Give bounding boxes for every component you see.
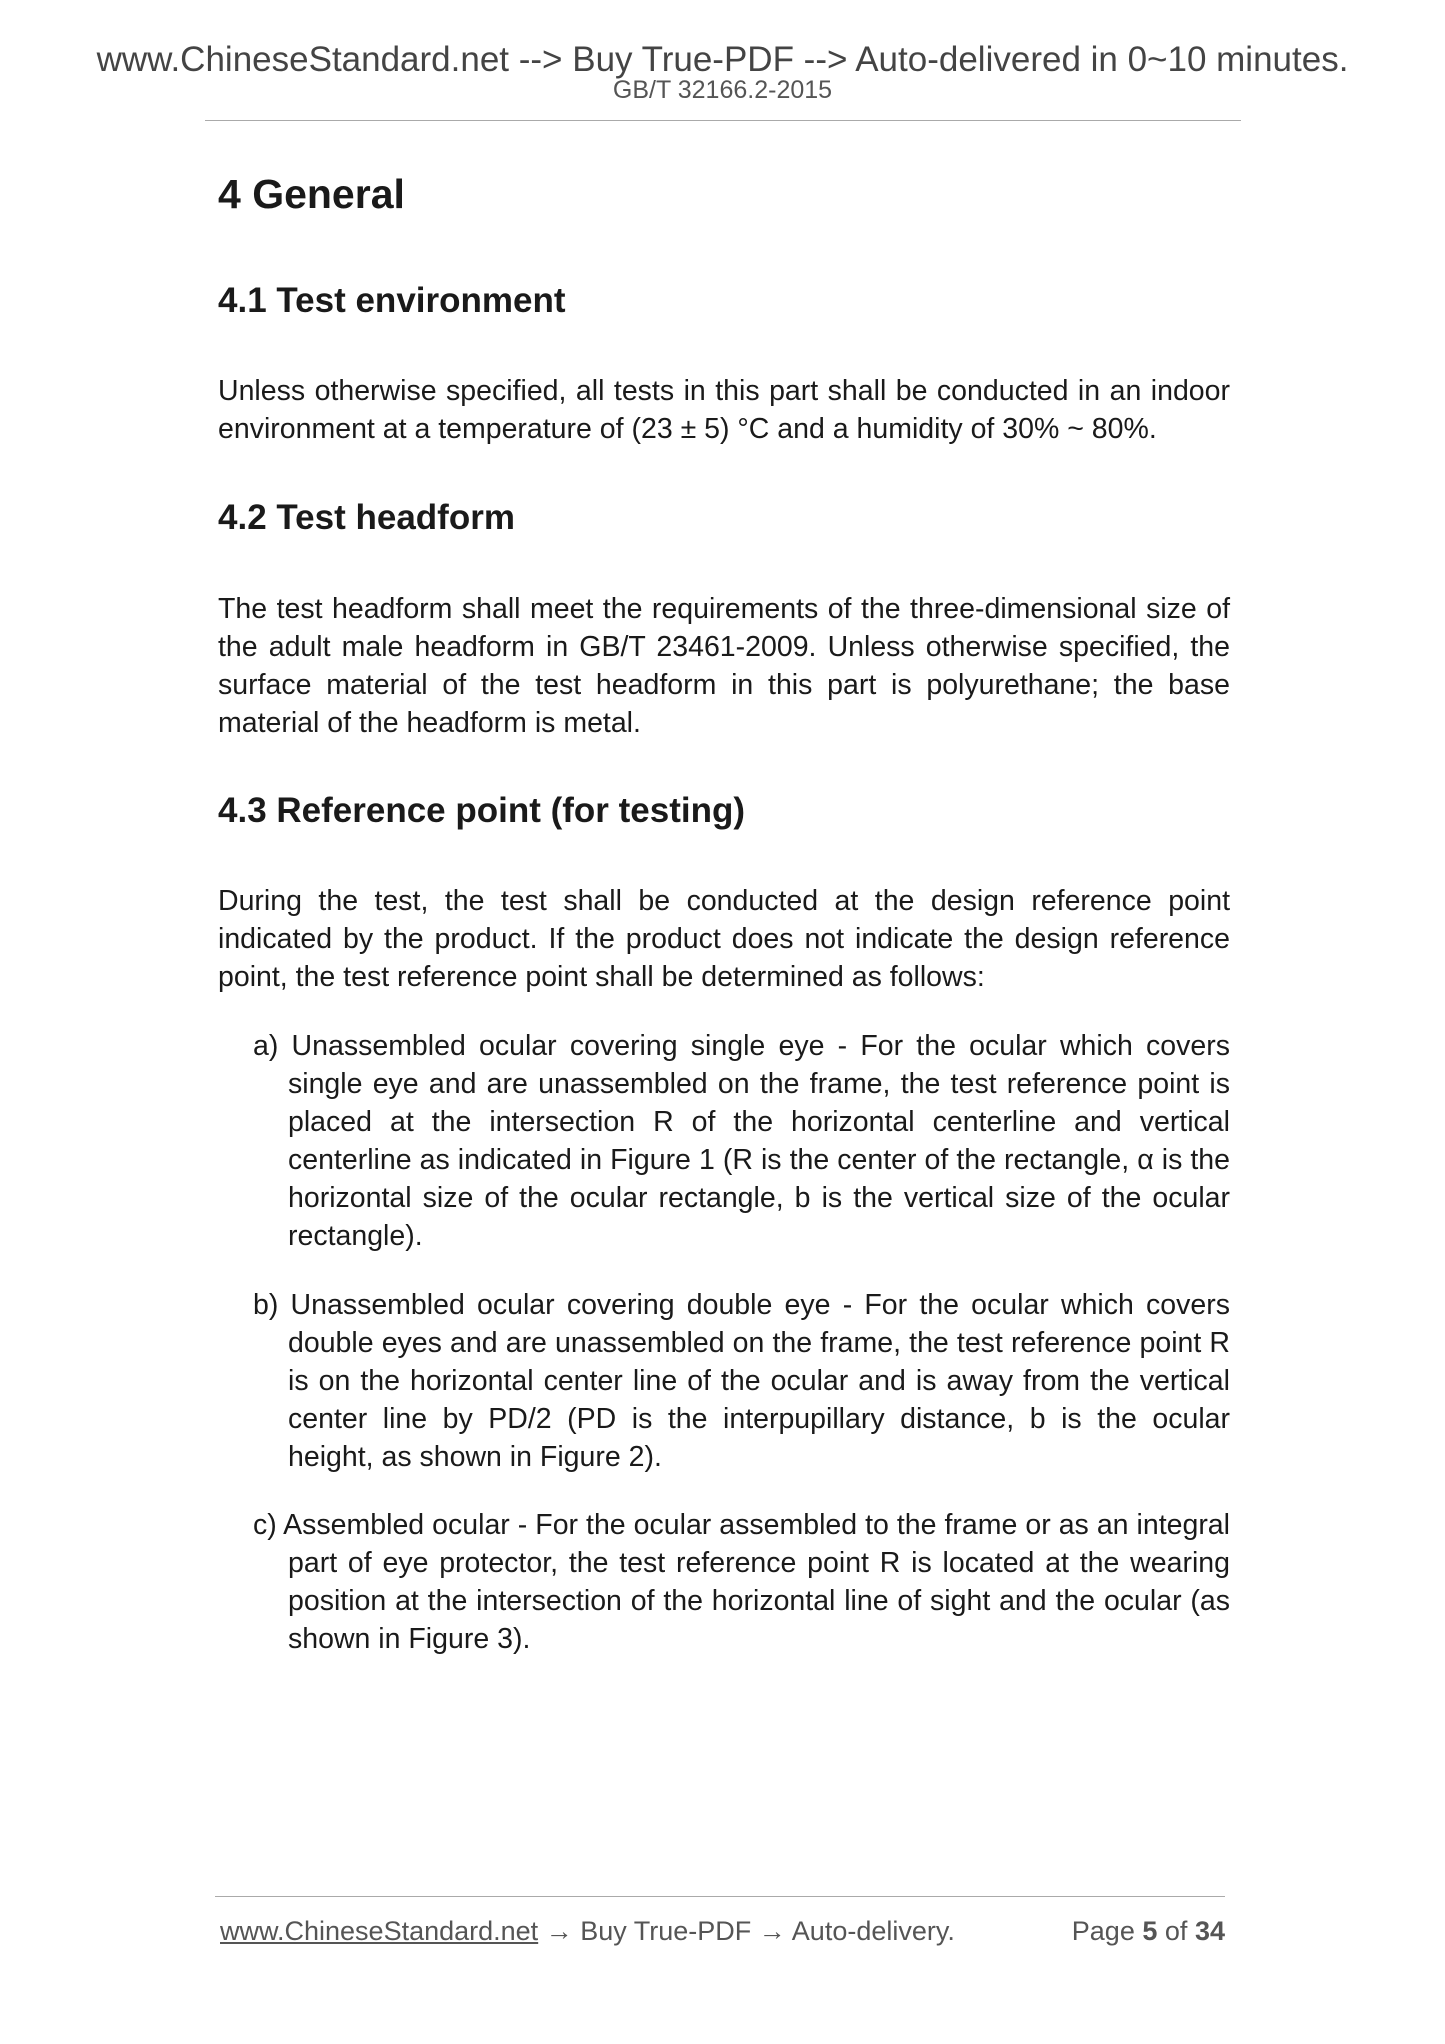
footer-buy-text: Buy True-PDF [580,1916,752,1946]
footer [220,1914,1225,1948]
section-4-3-heading: 4.3 Reference point (for testing) [218,791,746,830]
header-banner: www.ChineseStandard.net --> Buy True-PDF --> Auto-delivered in 0~10 minutes. [96,40,1349,79]
list-item-b: b) Unassembled ocular covering double eye - For the ocular which covers double eyes and are unassembled on the frame, the test reference point R is on the horizontal center line of the ocular and is away from the vertical center line by PD/2 (PD is the interpupillary distance, b is the ocular height, as shown in Figure 2). [253,1289,1230,1473]
section-4-3-intro: During the test, the test shall be conducted at the design reference point indicated by the product. If the product does not indicate the design reference point, the test reference point shall be determined as follows: [218,885,1230,993]
footer-divider [215,1896,1225,1897]
section-4-1-text: Unless otherwise specified, all tests in this part shall be conducted in an indoor environment at a temperature of (23 ± 5) °C and a humidity of 30% ~ 80%. [218,375,1230,445]
header-divider [205,120,1241,121]
footer-delivery-text: Auto-delivery. [791,1916,955,1946]
page-number: 5 [1142,1916,1158,1946]
list-item-a: a) Unassembled ocular covering single eye - For the ocular which covers single eye and are unassembled on the frame, the test reference point is placed at the intersection R of the horizontal centerline and vertical centerline as indicated in Figure 1 (R is the center of the rectangle, α is the horizontal size of the ocular rectangle, b is the vertical size of the ocular rectangle). [253,1030,1230,1252]
page-label: Page [1071,1916,1135,1946]
section-4-2-heading: 4.2 Test headform [218,498,515,537]
section-4-2-text: The test headform shall meet the requirements of the three-dimensional size of the adult male headform in GB/T 23461-2009. Unless otherwise specified, the surface material of the test headform in this part is polyurethane; the base material of the headform is metal. [218,593,1230,739]
arrow-icon: → [758,1916,786,1946]
page-total: 34 [1194,1916,1225,1946]
list-item-c: c) Assembled ocular - For the ocular assembled to the frame or as an integral part of eye protector, the test reference point R is located at the wearing position at the intersection of the horizontal line of sight and the ocular (as shown in Figure 3). [253,1509,1230,1655]
standard-code: GB/T 32166.2-2015 [612,76,833,104]
section-4-1-heading: 4.1 Test environment [218,281,566,320]
footer-link[interactable]: www.ChineseStandard.net [220,1916,539,1946]
section-4-heading: 4 General [218,171,405,217]
page-indicator [1072,1914,1225,1948]
of-label: of [1164,1916,1188,1946]
arrow-icon: → [545,1916,573,1946]
